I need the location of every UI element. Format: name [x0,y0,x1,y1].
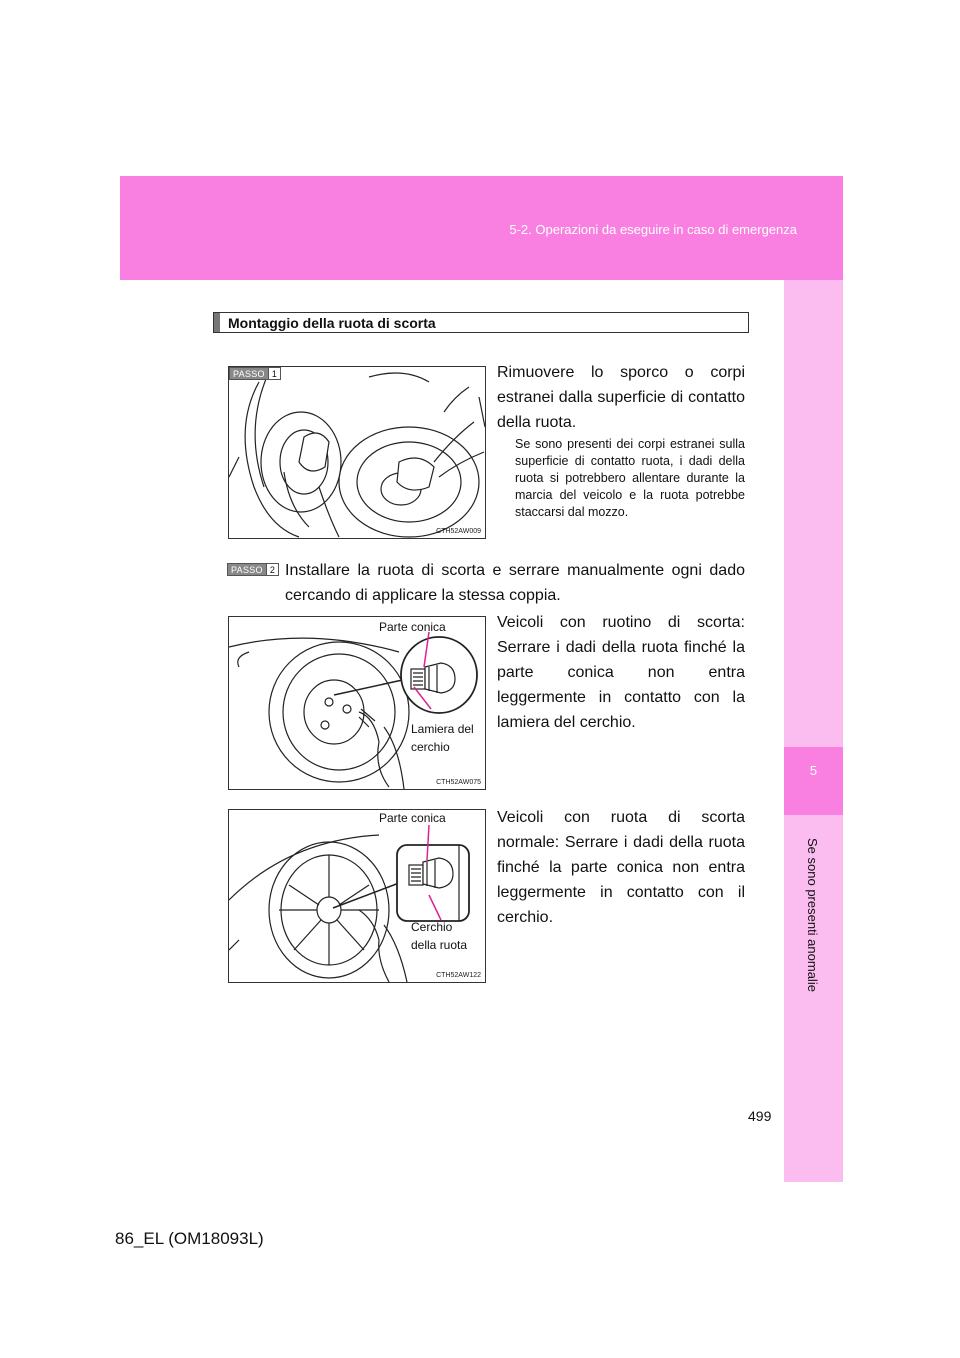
section-header [213,312,749,333]
figure-2-code: CTH52AW075 [436,779,481,786]
figure-1-code: CTH52AW009 [436,528,481,535]
figure-3-label-top: Parte conica [379,811,446,825]
figure-3-text: Veicoli con ruota di scorta normale: Serrare i dadi della ruota finché la parte conica non entra leggermente in contatto con il cerchio. [497,809,745,926]
full-spare-illustration [229,810,485,982]
page-number: 499 [748,1108,772,1124]
step-2-number: 2 [266,564,278,575]
section-breadcrumb: 5-2. Operazioni da eseguire in caso di emergenza [509,222,797,237]
step-2-badge [227,563,279,576]
chapter-tab[interactable] [784,747,843,815]
section-title: Montaggio della ruota di scorta [228,315,436,331]
figure-3-code: CTH52AW122 [436,972,481,979]
step-1-badge [229,367,281,380]
figure-3-label-bottom-2: della ruota [411,938,468,952]
compact-spare-illustration [229,617,485,789]
figure-full-spare [228,809,486,983]
figure-clean-wheel [228,366,486,539]
step-1-number: 1 [268,368,280,379]
figure-2-label-bottom-1: Lamiera del [411,722,474,736]
figure-2-label-bottom-2: cerchio [411,740,450,754]
side-tab [784,280,843,1182]
step-1-word: PASSO [230,368,268,379]
header-band [120,176,843,280]
chapter-number: 5 [809,763,818,778]
figure-2-text: Veicoli con ruotino di scorta: Serrare i dadi della ruota finché la parte conica non entra leggermente in contatto con la lamiera del cerchio. [497,614,745,731]
chapter-title: Se sono presenti anomalie [805,838,820,992]
step-1-text: Rimuovere lo sporco o corpi estranei dalla superficie di contatto della ruota. [497,364,745,431]
clean-wheel-illustration [229,367,485,538]
figure-3-label-bottom-1: Cerchio [411,920,453,934]
section-header-bar [214,313,220,332]
step-2-text: Installare la ruota di scorta e serrare manualmente ogni dado cercando di applicare la stessa coppia. [285,562,745,604]
figure-compact-spare [228,616,486,790]
document-code: 86_EL (OM18093L) [115,1229,264,1248]
step-2-word: PASSO [228,564,266,575]
figure-2-label-top: Parte conica [379,620,446,634]
step-1-note: Se sono presenti dei corpi estranei sulla superficie di contatto ruota, i dadi della ruota si potrebbero allentare durante la marcia del veicolo e la ruota potrebbe staccarsi dal mozzo. [515,437,745,519]
